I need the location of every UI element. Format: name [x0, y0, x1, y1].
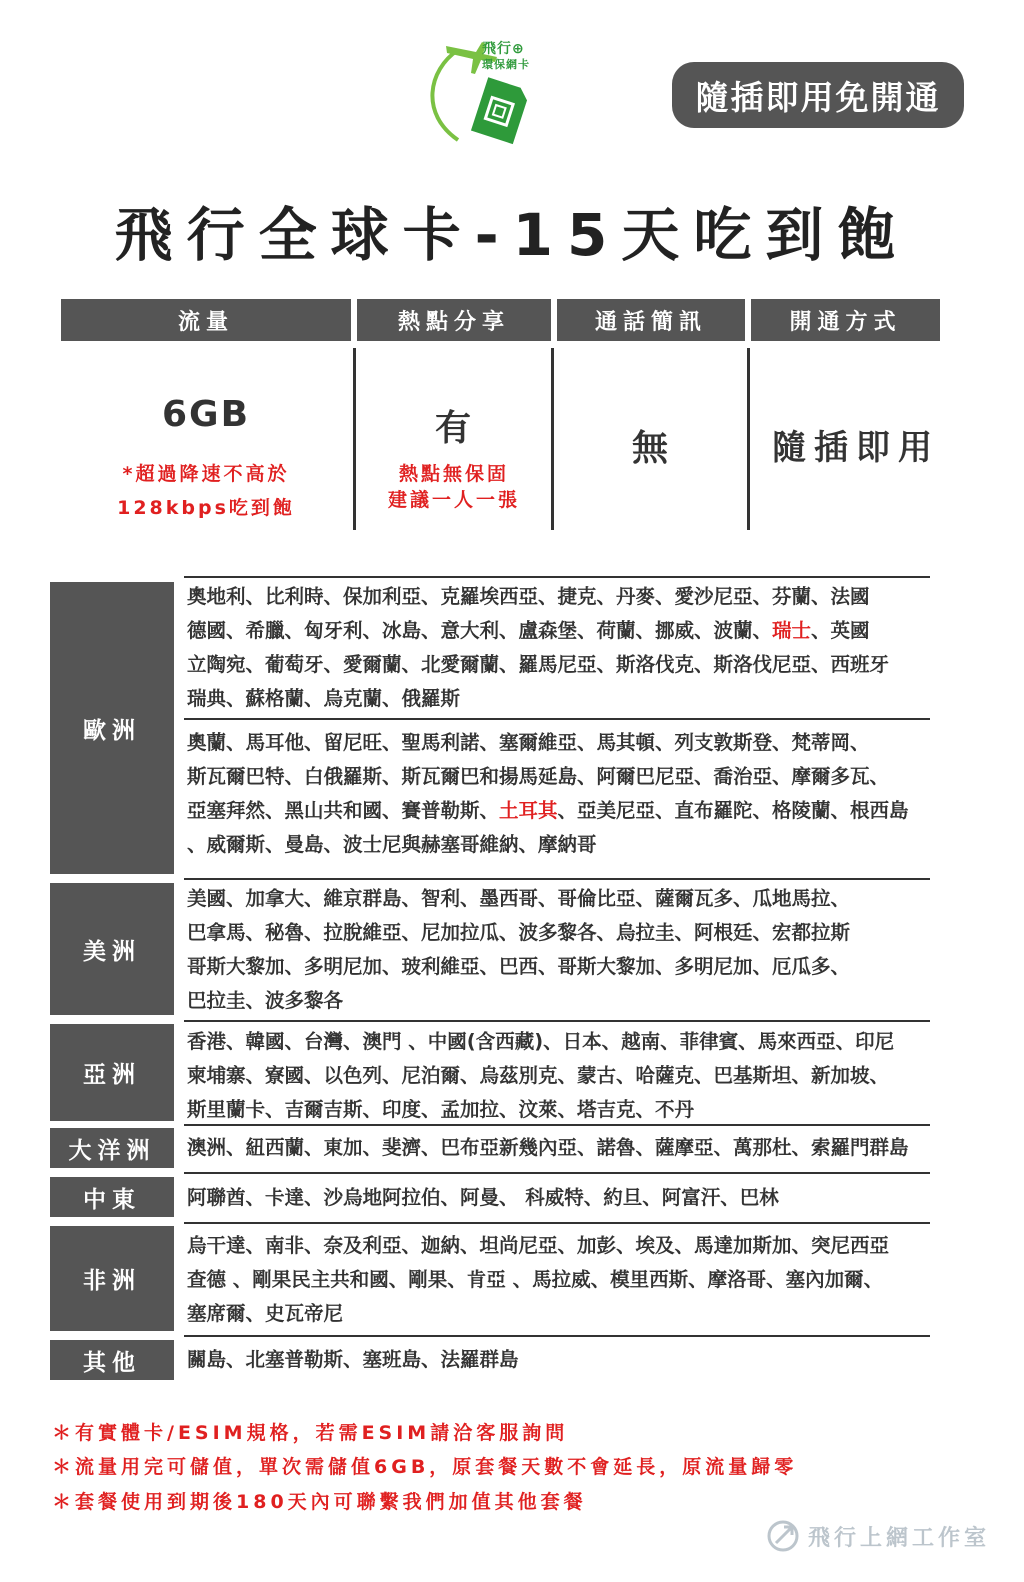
- brand-name: 飛行上網工作室: [808, 1525, 991, 1551]
- country-line: 斯瓦爾巴特、白俄羅斯、斯瓦爾巴和揚馬延島、阿爾巴尼亞、喬治亞、摩爾多瓦、: [187, 765, 890, 788]
- country-line: 德國、希臘、匈牙利、冰島、意大利、盧森堡、荷蘭、挪威、波蘭、瑞士、英國: [187, 619, 870, 642]
- asia-countries: [187, 1025, 967, 1127]
- footnote-topup: ＊流量用完可儲值，單次需儲值6GB，原套餐天數不會延長，原流量歸零: [52, 1456, 798, 1478]
- data-allowance: 6GB: [161, 394, 251, 435]
- region-divider: [184, 1020, 930, 1022]
- region-divider: [184, 1172, 930, 1174]
- data-note-line1: *超過降速不高於: [122, 463, 290, 485]
- spec-divider: [747, 348, 750, 530]
- region-label-asia: 亞洲: [50, 1024, 174, 1121]
- logo-text-line2: 環保網卡: [482, 58, 530, 71]
- europe-group1: [187, 580, 967, 716]
- country-line: 奧地利、比利時、保加利亞、克羅埃西亞、捷克、丹麥、愛沙尼亞、芬蘭、法國: [187, 585, 870, 608]
- country-line: 烏干達、南非、奈及利亞、迦納、坦尚尼亞、加彭、埃及、馬達加斯加、突尼西亞: [187, 1234, 890, 1257]
- country-line: 、威爾斯、曼島、波士尼與赫塞哥維納、摩納哥: [187, 833, 597, 856]
- country-line: 奧蘭、馬耳他、留尼旺、聖馬利諾、塞爾維亞、馬其頓、列支敦斯登、梵蒂岡、: [187, 731, 870, 754]
- brand-watermark: [764, 1516, 990, 1556]
- country-line: 巴拿馬、秘魯、拉脫維亞、尼加拉瓜、波多黎各、烏拉圭、阿根廷、宏都拉斯: [187, 921, 851, 944]
- activation-value: 隨插即用: [772, 428, 940, 468]
- footnote-esim: ＊有實體卡/ESIM規格，若需ESIM請洽客服詢問: [52, 1422, 569, 1444]
- page-title: 飛行全球卡-15天吃到飽: [114, 201, 910, 269]
- highlight-turkey: 土耳其: [499, 799, 558, 822]
- region-divider: [184, 718, 930, 720]
- region-label-oceania: 大洋洲: [50, 1128, 174, 1168]
- country-line: 立陶宛、葡萄牙、愛爾蘭、北愛爾蘭、羅馬尼亞、斯洛伐克、斯洛伐尼亞、西班牙: [187, 653, 890, 676]
- europe-group2: [187, 726, 967, 862]
- hotspot-value: 有: [434, 408, 473, 449]
- spec-divider: [551, 348, 554, 530]
- spec-header-calls: 通話簡訊: [557, 299, 745, 341]
- africa-countries: [187, 1229, 967, 1331]
- data-note-line2: 128kbps吃到飽: [117, 497, 295, 519]
- country-line: 巴拉圭、波多黎各: [187, 989, 344, 1012]
- region-label-europe: 歐洲: [50, 582, 174, 874]
- calls-value: 無: [631, 428, 670, 469]
- country-line: 香港、韓國、台灣、澳門 、中國(含西藏)、日本、越南、菲律賓、馬來西亞、印尼: [187, 1030, 895, 1053]
- spec-header-hotspot: 熱點分享: [357, 299, 551, 341]
- logo-arc: [432, 50, 458, 140]
- region-label-americas: 美洲: [50, 883, 174, 1015]
- country-line: 美國、加拿大、維京群島、智利、墨西哥、哥倫比亞、薩爾瓦多、瓜地馬拉、: [187, 887, 851, 910]
- other-countries: 關島、北塞普勒斯、塞班島、法羅群島: [187, 1348, 519, 1371]
- country-line: 亞塞拜然、黑山共和國、賽普勒斯、土耳其、亞美尼亞、直布羅陀、格陵蘭、根西島: [187, 799, 909, 822]
- country-line: 哥斯大黎加、多明尼加、玻利維亞、巴西、哥斯大黎加、多明尼加、厄瓜多、: [187, 955, 851, 978]
- region-label-africa: 非洲: [50, 1226, 174, 1331]
- footnote-validity: ＊套餐使用到期後180天內可聯繫我們加值其他套餐: [52, 1491, 587, 1513]
- sim-card-icon: [471, 77, 530, 144]
- spec-header-data: 流量: [61, 299, 351, 341]
- highlight-switzerland: 瑞士: [772, 619, 812, 642]
- region-label-middle-east: 中東: [50, 1177, 174, 1217]
- country-line: 柬埔寨、寮國、以色列、尼泊爾、烏茲別克、蒙古、哈薩克、巴基斯坦、新加坡、: [187, 1064, 890, 1087]
- brand-logo-icon: [764, 1517, 802, 1555]
- region-divider: [184, 1124, 930, 1126]
- region-divider: [184, 878, 930, 880]
- region-label-others: 其他: [50, 1340, 174, 1380]
- country-line: 塞席爾、史瓦帝尼: [187, 1302, 344, 1325]
- country-line: 查德 、剛果民主共和國、剛果、肯亞 、馬拉威、模里西斯、摩洛哥、塞內加爾、: [187, 1268, 884, 1291]
- country-line: 瑞典、蘇格蘭、烏克蘭、俄羅斯: [187, 687, 461, 710]
- hotspot-note-line2: 建議一人一張: [387, 489, 520, 511]
- middle-east-countries: 阿聯酋、卡達、沙烏地阿拉伯、阿曼、 科威特、約旦、阿富汗、巴林: [187, 1186, 779, 1209]
- region-divider: [184, 1335, 930, 1337]
- spec-divider: [353, 348, 356, 530]
- spec-header-activation: 開通方式: [751, 299, 940, 341]
- plug-and-play-badge: 隨插即用免開通: [672, 62, 964, 128]
- oceania-countries: 澳洲、紐西蘭、東加、斐濟、巴布亞新幾內亞、諾魯、薩摩亞、萬那杜、索羅門群島: [187, 1136, 909, 1159]
- hotspot-note-line1: 熱點無保固: [398, 463, 509, 485]
- region-divider: [184, 1222, 930, 1224]
- logo-text-line1: 飛行⊕: [482, 41, 525, 57]
- country-line: 斯里蘭卡、吉爾吉斯、印度、孟加拉、汶萊、塔吉克、不丹: [187, 1098, 695, 1121]
- americas-countries: [187, 882, 967, 1018]
- region-divider: [184, 576, 930, 578]
